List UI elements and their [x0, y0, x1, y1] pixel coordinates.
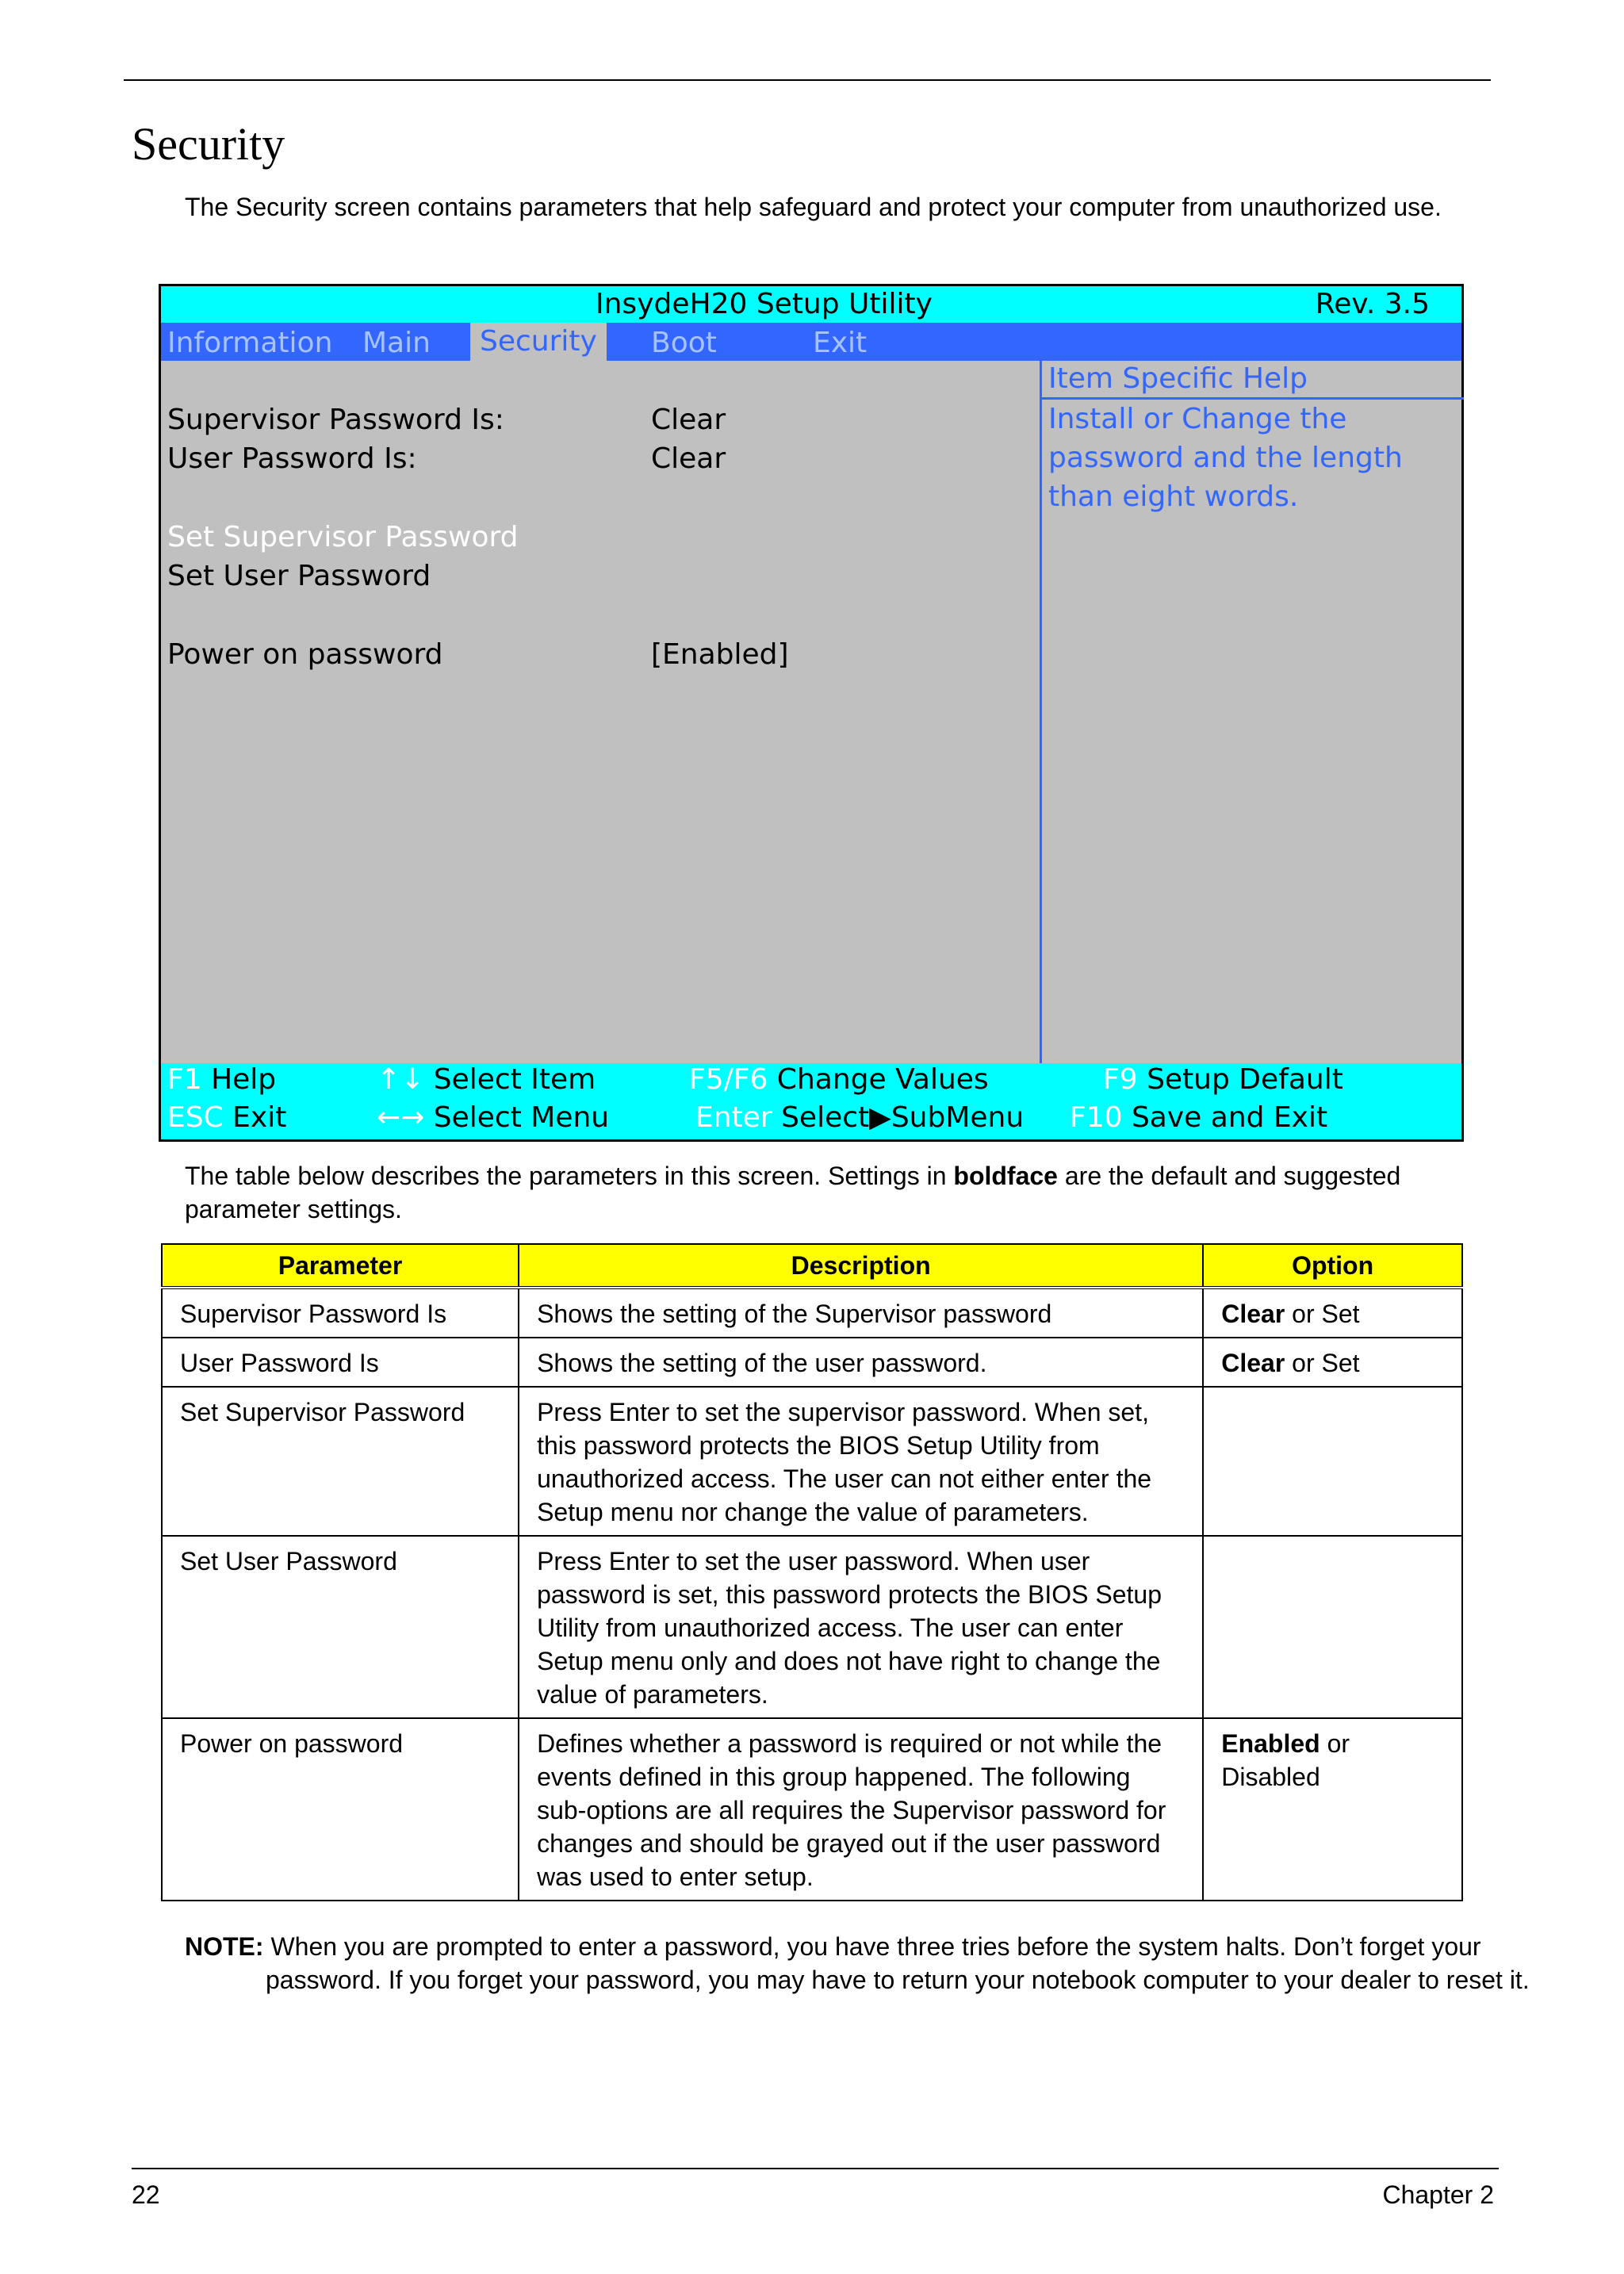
note-paragraph [185, 1930, 1582, 1996]
legend-text: Select Item [424, 1063, 596, 1096]
intro-paragraph: The Security screen contains parameters that help safeguard and protect your computer from unauthorized use. [185, 193, 1442, 221]
table-intro-start: The table below describes the parameters in this screen. Settings in [185, 1162, 954, 1190]
note-label: NOTE: [185, 1932, 264, 1961]
legend-text: Exit [223, 1101, 287, 1134]
header-description: Description [519, 1244, 1203, 1288]
header-parameter: Parameter [162, 1244, 519, 1288]
cell-parameter: Set User Password [162, 1536, 519, 1718]
table-intro-bold: boldface [953, 1162, 1058, 1190]
legend-text: Help [201, 1063, 277, 1096]
bios-title: InsydeH20 Setup Utility [596, 288, 933, 320]
row-label: Set User Password [167, 560, 431, 592]
help-line: Install or Change the [1048, 403, 1347, 435]
legend-text: Select Menu [424, 1101, 610, 1134]
legend-select-menu [377, 1101, 609, 1134]
table-row [162, 1718, 1462, 1901]
chapter-label: Chapter 2 [1382, 2180, 1494, 2209]
menu-information[interactable]: Information [167, 327, 333, 359]
cell-description: Shows the setting of the user password. [519, 1338, 1203, 1387]
f9-key: F9 [1103, 1063, 1138, 1096]
table-row [162, 1288, 1462, 1338]
header-option: Option [1203, 1244, 1462, 1288]
row-value: Clear [651, 442, 726, 475]
f5-f6-key: F5/F6 [689, 1063, 768, 1096]
parameter-table [161, 1243, 1463, 1901]
bios-screen [159, 284, 1464, 1142]
enter-key: Enter [695, 1101, 772, 1134]
option-default: Enabled [1221, 1729, 1320, 1758]
table-header-row [162, 1244, 1462, 1288]
row-value: Clear [651, 404, 726, 436]
legend-text: Change Values [768, 1063, 989, 1096]
legend-text: Select▶SubMenu [772, 1101, 1025, 1134]
bios-menu-bar [161, 323, 1461, 361]
menu-security[interactable]: Security [470, 323, 607, 361]
help-text [1042, 400, 1464, 516]
note-text: When you are prompted to enter a password, you have three tries before the system halts. Don’t forget your password. If you forget your password, you may have to return your notebook computer to your dealer to reset it. [263, 1932, 1530, 1994]
cell-description: Shows the setting of the Supervisor password [519, 1288, 1203, 1338]
cell-option [1203, 1288, 1462, 1338]
legend-save-exit [1070, 1101, 1327, 1134]
option-rest: or Disabled [1221, 1729, 1350, 1791]
help-line: password and the length [1048, 442, 1403, 474]
esc-key: ESC [167, 1101, 224, 1134]
row-label: Supervisor Password Is: [167, 404, 504, 436]
menu-main[interactable]: Main [362, 327, 431, 359]
table-row [162, 1338, 1462, 1387]
cell-option [1203, 1718, 1462, 1901]
legend-select-item [377, 1063, 596, 1096]
legend-setup-default [1103, 1063, 1343, 1096]
option-rest: or Set [1285, 1300, 1360, 1328]
cell-parameter: User Password Is [162, 1338, 519, 1387]
cell-parameter: Supervisor Password Is [162, 1288, 519, 1338]
row-value[interactable]: [Enabled] [651, 638, 789, 671]
table-intro-end: are the default and suggested parameter settings. [185, 1162, 1401, 1223]
f1-key: F1 [167, 1063, 202, 1096]
legend-help [167, 1063, 276, 1096]
cell-parameter: Set Supervisor Password [162, 1387, 519, 1536]
cell-option [1203, 1536, 1462, 1718]
bios-title-bar [161, 286, 1461, 323]
table-row [162, 1536, 1462, 1718]
table-intro [185, 1159, 1485, 1226]
legend-exit [167, 1101, 286, 1134]
cell-description: Defines whether a password is required or not while the events defined in this group happened. The following sub-options are all requires the Supervisor password for changes and should be grayed out if the user password was used to enter setup. [519, 1718, 1203, 1901]
up-down-arrows-icon: ↑↓ [377, 1063, 425, 1096]
bios-main-panel [161, 361, 1040, 1073]
menu-boot[interactable]: Boot [651, 327, 717, 359]
cell-option [1203, 1338, 1462, 1387]
bottom-rule [132, 2168, 1499, 2169]
cell-option [1203, 1387, 1462, 1536]
row-label: User Password Is: [167, 442, 417, 475]
page-number: 22 [132, 2180, 160, 2209]
option-default: Clear [1221, 1349, 1285, 1377]
row-label: Power on password [167, 638, 443, 671]
bios-revision: Rev. 3.5 [1315, 288, 1430, 320]
menu-exit[interactable]: Exit [813, 327, 868, 359]
cell-parameter: Power on password [162, 1718, 519, 1901]
option-rest: or Set [1285, 1349, 1360, 1377]
f10-key: F10 [1070, 1101, 1123, 1134]
legend-select-submenu [695, 1101, 1024, 1134]
top-rule [124, 79, 1491, 81]
item-help-panel [1040, 361, 1464, 1073]
cell-description: Press Enter to set the supervisor password. When set, this password protects the BIOS Setup Utility from unauthorized access. The user can not either enter the Setup menu nor change the value of parameters. [519, 1387, 1203, 1536]
help-title: Item Specific Help [1042, 361, 1464, 400]
legend-text: Save and Exit [1122, 1101, 1328, 1134]
option-default: Clear [1221, 1300, 1285, 1328]
legend-text: Setup Default [1137, 1063, 1343, 1096]
page-title: Security [132, 118, 285, 170]
row-label-selected: Set Supervisor Password [167, 521, 519, 553]
left-right-arrows-icon: ←→ [377, 1101, 425, 1134]
legend-change-values [689, 1063, 989, 1096]
cell-description: Press Enter to set the user password. When user password is set, this password protects the BIOS Setup Utility from unauthorized access. The user can enter Setup menu only and does not have right to change the value of parameters. [519, 1536, 1203, 1718]
help-line: than eight words. [1048, 480, 1299, 513]
table-row [162, 1387, 1462, 1536]
bios-key-legend [161, 1063, 1461, 1139]
